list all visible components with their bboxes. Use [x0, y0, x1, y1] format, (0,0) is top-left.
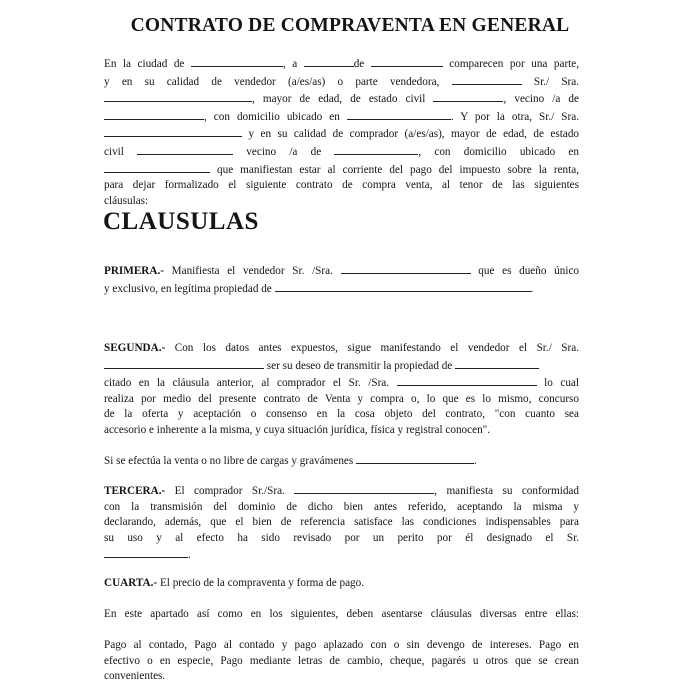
blank-field[interactable] — [104, 357, 264, 369]
segunda-line-6: accesorio e inherente a la misma, y cuya situación jurídica, física y registral conocen". — [104, 423, 491, 436]
blank-field[interactable] — [304, 55, 354, 67]
blank-field[interactable] — [104, 90, 252, 102]
clause-tercera — [104, 482, 579, 564]
text: y exclusivo, en legítima propiedad de — [104, 282, 272, 295]
text: El comprador Sr./Sra. — [174, 485, 285, 497]
intro-line-9 — [104, 194, 579, 210]
tercera-line-1 — [104, 482, 579, 500]
text: ser su deseo de transmitir la propiedad de — [266, 359, 453, 372]
text: Con los datos antes expuestos, sigue manifestando el vendedor el Sr./ Sra. — [174, 342, 579, 354]
text: , con domicilio ubicado en — [204, 110, 340, 123]
blank-field[interactable] — [455, 357, 539, 369]
text: para dejar formalizado el siguiente contrato de compra venta, al tenor de las siguientes — [104, 179, 579, 192]
document-title: CONTRATO DE COMPRAVENTA EN GENERAL — [130, 15, 570, 36]
clausulas-heading: CLAUSULAS — [103, 208, 259, 235]
cuarta-line — [104, 576, 579, 592]
tercera-line-2: con la transmisión del dominio de dicho bien antes referido, aceptando la misma y — [104, 500, 579, 513]
tercera-line-5 — [104, 546, 579, 564]
primera-line-2 — [104, 280, 579, 298]
blank-field[interactable] — [397, 374, 537, 386]
intro-line-3 — [104, 90, 579, 108]
blank-field[interactable] — [137, 143, 233, 155]
blank-field[interactable] — [104, 125, 242, 137]
blank-field[interactable] — [191, 55, 283, 67]
clause-label: TERCERA.- — [104, 485, 166, 497]
intro-line-5 — [104, 125, 579, 143]
text: El precio de la compraventa y forma de pago. — [159, 577, 365, 589]
segunda-line-4: realiza por medio del presente contrato de Venta y compra o, lo que es lo mismo, concurso — [104, 392, 579, 405]
cargas-line — [104, 452, 579, 470]
text: . — [188, 549, 191, 562]
clause-label: PRIMERA.- — [104, 265, 164, 277]
text: Manifiesta el vendedor Sr. /Sra. — [171, 265, 333, 277]
pago-line-1: Pago al contado, Pago al contado y pago aplazado con o sin devengo de intereses. Pago en — [104, 639, 579, 651]
text: , vecino /a de — [503, 93, 579, 106]
text: civil — [104, 145, 124, 158]
blank-field[interactable] — [341, 262, 471, 274]
intro-line-1 — [104, 55, 579, 73]
text: vecino /a de — [246, 145, 322, 158]
intro-line-6 — [104, 143, 579, 161]
text: de — [353, 58, 365, 70]
pago-line-3: convenientes. — [104, 670, 166, 683]
blank-field[interactable] — [104, 546, 188, 558]
tercera-line-4: su uso y al efecto ha sido revisado por un perito por él designado el Sr. — [104, 531, 579, 544]
intro-line-8 — [104, 178, 579, 194]
segunda-line-2 — [104, 357, 579, 375]
text: . Y por la otra, Sr./ Sra. — [450, 110, 579, 123]
clause-label: CUARTA.- — [104, 577, 158, 589]
text: Sr./ Sra. — [533, 75, 579, 88]
apartado-paragraph — [104, 607, 579, 623]
blank-field[interactable] — [433, 90, 503, 102]
intro-line-4 — [104, 108, 579, 126]
intro-line-7 — [104, 161, 579, 179]
clause-primera — [104, 262, 579, 297]
blank-field[interactable] — [371, 55, 443, 67]
text: . — [530, 282, 534, 295]
blank-field[interactable] — [104, 108, 204, 120]
text: cláusulas: — [104, 194, 149, 207]
blank-field[interactable] — [356, 452, 474, 464]
blank-field[interactable] — [104, 161, 210, 173]
cargas-paragraph — [104, 452, 579, 470]
text: lo cual — [544, 377, 579, 390]
primera-line-1 — [104, 262, 579, 280]
pago-line-2: efectivo o en especie, Pago mediante letras de cambio, cheque, pagarés u otros que se crean — [104, 654, 579, 667]
text: En la ciudad de — [104, 58, 185, 70]
blank-field[interactable] — [334, 143, 418, 155]
segunda-line-1 — [104, 341, 579, 357]
apartado-line: En este apartado así como en los siguientes, deben asentarse cláusulas diversas entre ellas: — [104, 608, 579, 620]
text: citado en la cláusula anterior, al comprador el Sr. /Sra. — [104, 377, 390, 390]
pago-paragraph — [104, 638, 579, 685]
text: , con domicilio ubicado en — [418, 145, 579, 158]
text: , mayor de edad, de estado civil — [252, 93, 426, 106]
blank-field[interactable] — [275, 280, 531, 292]
text: , manifiesta su conformidad — [434, 485, 579, 497]
text: , a — [282, 58, 298, 70]
intro-paragraph — [104, 55, 579, 209]
text: y en su calidad de vendedor (a/es/as) o parte vendedora, — [104, 75, 440, 88]
clause-segunda — [104, 341, 579, 439]
text: Si se efectúa la venta o no libre de cargas y gravámenes — [104, 455, 354, 467]
intro-line-2 — [104, 73, 579, 91]
blank-field[interactable] — [452, 73, 522, 85]
text: que es dueño único — [478, 265, 579, 277]
clause-label: SEGUNDA.- — [104, 342, 166, 354]
blank-field[interactable] — [294, 482, 434, 494]
text: que manifiestan estar al corriente del pago del impuesto sobre la renta, — [217, 163, 579, 176]
text: y en su calidad de comprador (a/es/as), mayor de edad, de estado — [248, 128, 579, 141]
blank-field[interactable] — [347, 108, 451, 120]
tercera-line-3: declarando, además, que el bien de referencia satisface las condiciones indispensables para — [104, 516, 579, 529]
segunda-line-3 — [104, 374, 579, 392]
text: . — [474, 455, 477, 467]
segunda-line-5: de la oferta y aceptación o consenso en la cosa objeto del contrato, "con cuanto sea — [104, 408, 579, 421]
clause-cuarta — [104, 576, 579, 592]
text: comparecen por una parte, — [449, 58, 579, 70]
